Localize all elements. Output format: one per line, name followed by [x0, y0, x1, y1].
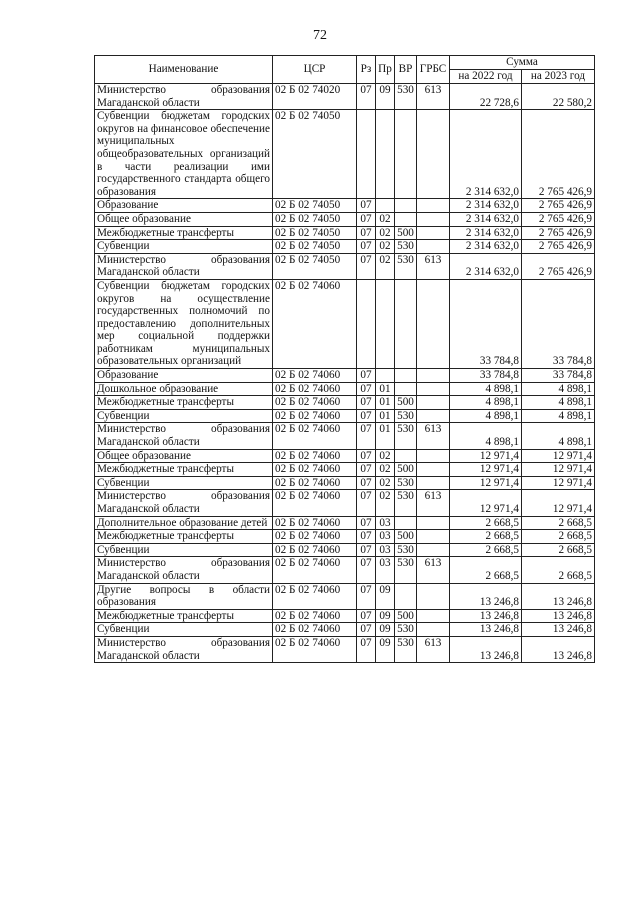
table-row: [95, 382, 595, 396]
cell-sum-2023: 2 668,5: [522, 530, 595, 544]
cell-vr: 530: [395, 636, 417, 662]
cell-vr: 500: [395, 463, 417, 477]
cell-grbs: [417, 199, 450, 213]
cell-sum-2023: 2 765 426,9: [522, 226, 595, 240]
cell-pr: [376, 110, 395, 199]
cell-name: Межбюджетные трансферты: [95, 226, 273, 240]
cell-rz: 07: [357, 490, 376, 516]
cell-sum-2023: 33 784,8: [522, 279, 595, 368]
cell-rz: 07: [357, 449, 376, 463]
cell-csr: 02 Б 02 74050: [273, 240, 357, 254]
cell-vr: 530: [395, 490, 417, 516]
cell-sum-2023: 12 971,4: [522, 463, 595, 477]
table-row: [95, 530, 595, 544]
table-row: [95, 636, 595, 662]
cell-rz: 07: [357, 623, 376, 637]
cell-rz: 07: [357, 212, 376, 226]
cell-rz: 07: [357, 463, 376, 477]
cell-sum-2023: 2 765 426,9: [522, 253, 595, 279]
cell-pr: [376, 369, 395, 383]
cell-pr: 09: [376, 609, 395, 623]
cell-sum-2023: 2 765 426,9: [522, 199, 595, 213]
cell-csr: 02 Б 02 74060: [273, 636, 357, 662]
cell-csr: 02 Б 02 74050: [273, 253, 357, 279]
table-row: [95, 449, 595, 463]
cell-grbs: [417, 369, 450, 383]
cell-sum-2023: 13 246,8: [522, 583, 595, 609]
cell-grbs: 613: [417, 557, 450, 583]
cell-csr: 02 Б 02 74050: [273, 212, 357, 226]
cell-sum-2022: 33 784,8: [450, 369, 522, 383]
cell-vr: 530: [395, 409, 417, 423]
cell-csr: 02 Б 02 74050: [273, 199, 357, 213]
cell-name: Межбюджетные трансферты: [95, 463, 273, 477]
cell-csr: 02 Б 02 74060: [273, 463, 357, 477]
cell-name: Министерство образования Магаданской области: [95, 490, 273, 516]
cell-vr: 530: [395, 253, 417, 279]
cell-name: Министерство образования Магаданской области: [95, 557, 273, 583]
header-rz: Рз: [357, 56, 376, 84]
cell-grbs: [417, 409, 450, 423]
cell-csr: 02 Б 02 74060: [273, 369, 357, 383]
cell-grbs: [417, 396, 450, 410]
cell-pr: 02: [376, 449, 395, 463]
cell-pr: 02: [376, 253, 395, 279]
table-row: [95, 476, 595, 490]
cell-rz: 07: [357, 636, 376, 662]
cell-csr: 02 Б 02 74060: [273, 490, 357, 516]
cell-sum-2023: 2 668,5: [522, 543, 595, 557]
table-row: [95, 543, 595, 557]
cell-sum-2022: 4 898,1: [450, 423, 522, 449]
table-row: [95, 212, 595, 226]
cell-grbs: [417, 476, 450, 490]
cell-pr: 01: [376, 382, 395, 396]
cell-name: Дополнительное образование детей: [95, 516, 273, 530]
cell-pr: 09: [376, 84, 395, 110]
cell-grbs: 613: [417, 84, 450, 110]
cell-vr: 530: [395, 557, 417, 583]
cell-vr: 530: [395, 423, 417, 449]
cell-pr: 02: [376, 476, 395, 490]
cell-csr: 02 Б 02 74060: [273, 543, 357, 557]
cell-sum-2022: 2 314 632,0: [450, 110, 522, 199]
cell-name: Субвенции: [95, 409, 273, 423]
header-name: Наименование: [95, 56, 273, 84]
cell-sum-2023: 2 765 426,9: [522, 212, 595, 226]
cell-name: Субвенции: [95, 476, 273, 490]
cell-pr: 01: [376, 409, 395, 423]
cell-sum-2022: 2 314 632,0: [450, 212, 522, 226]
cell-rz: 07: [357, 382, 376, 396]
cell-grbs: [417, 530, 450, 544]
cell-vr: 530: [395, 476, 417, 490]
cell-sum-2022: 13 246,8: [450, 623, 522, 637]
cell-grbs: [417, 110, 450, 199]
cell-vr: [395, 516, 417, 530]
cell-sum-2022: 12 971,4: [450, 449, 522, 463]
table-row: [95, 609, 595, 623]
cell-vr: 500: [395, 396, 417, 410]
cell-pr: 02: [376, 490, 395, 516]
cell-vr: 500: [395, 226, 417, 240]
table-row: [95, 423, 595, 449]
cell-pr: 01: [376, 396, 395, 410]
cell-pr: 02: [376, 212, 395, 226]
header-sum: Сумма: [450, 56, 595, 70]
cell-vr: [395, 382, 417, 396]
cell-sum-2022: 2 668,5: [450, 543, 522, 557]
cell-rz: 07: [357, 516, 376, 530]
cell-name: Дошкольное образование: [95, 382, 273, 396]
cell-name: Министерство образования Магаданской области: [95, 84, 273, 110]
header-csr: ЦСР: [273, 56, 357, 84]
cell-pr: 01: [376, 423, 395, 449]
cell-sum-2022: 4 898,1: [450, 409, 522, 423]
cell-pr: 09: [376, 623, 395, 637]
table-row: [95, 409, 595, 423]
cell-name: Субвенции бюджетам городских округов на финансовое обеспечение муниципальных общеобразовательных организаций в части реализации ими государственного стандарта общего образования: [95, 110, 273, 199]
cell-sum-2022: 2 668,5: [450, 516, 522, 530]
cell-vr: 500: [395, 530, 417, 544]
table-row: [95, 110, 595, 199]
cell-sum-2023: 13 246,8: [522, 636, 595, 662]
cell-grbs: [417, 279, 450, 368]
cell-csr: 02 Б 02 74060: [273, 449, 357, 463]
cell-name: Субвенции: [95, 623, 273, 637]
cell-vr: [395, 212, 417, 226]
cell-csr: 02 Б 02 74050: [273, 110, 357, 199]
cell-sum-2022: 13 246,8: [450, 583, 522, 609]
cell-pr: 02: [376, 226, 395, 240]
cell-rz: 07: [357, 409, 376, 423]
table-row: [95, 253, 595, 279]
cell-name: Другие вопросы в области образования: [95, 583, 273, 609]
cell-sum-2023: 13 246,8: [522, 609, 595, 623]
table-header: [95, 56, 595, 84]
cell-name: Министерство образования Магаданской области: [95, 423, 273, 449]
cell-grbs: [417, 240, 450, 254]
cell-sum-2023: 22 580,2: [522, 84, 595, 110]
table-row: [95, 516, 595, 530]
cell-pr: 03: [376, 543, 395, 557]
table-row: [95, 279, 595, 368]
cell-name: Межбюджетные трансферты: [95, 609, 273, 623]
cell-sum-2022: 2 314 632,0: [450, 199, 522, 213]
cell-grbs: [417, 212, 450, 226]
cell-grbs: [417, 623, 450, 637]
cell-rz: 07: [357, 226, 376, 240]
cell-vr: [395, 110, 417, 199]
cell-sum-2022: 12 971,4: [450, 463, 522, 477]
cell-sum-2022: 4 898,1: [450, 396, 522, 410]
cell-name: Образование: [95, 199, 273, 213]
cell-rz: 07: [357, 396, 376, 410]
cell-rz: 07: [357, 583, 376, 609]
cell-name: Субвенции: [95, 543, 273, 557]
cell-sum-2022: 2 314 632,0: [450, 240, 522, 254]
cell-rz: 07: [357, 530, 376, 544]
cell-name: Межбюджетные трансферты: [95, 530, 273, 544]
cell-name: Министерство образования Магаданской области: [95, 253, 273, 279]
cell-csr: 02 Б 02 74060: [273, 530, 357, 544]
cell-vr: 530: [395, 240, 417, 254]
cell-sum-2023: 4 898,1: [522, 423, 595, 449]
cell-sum-2023: 2 765 426,9: [522, 240, 595, 254]
table-row: [95, 557, 595, 583]
cell-vr: [395, 583, 417, 609]
cell-name: Общее образование: [95, 212, 273, 226]
page-number: 72: [313, 28, 327, 43]
cell-rz: 07: [357, 253, 376, 279]
cell-sum-2023: 12 971,4: [522, 476, 595, 490]
table-row: [95, 396, 595, 410]
cell-vr: 500: [395, 609, 417, 623]
cell-sum-2022: 4 898,1: [450, 382, 522, 396]
table-row: [95, 623, 595, 637]
cell-vr: [395, 199, 417, 213]
cell-pr: 02: [376, 240, 395, 254]
cell-pr: 03: [376, 530, 395, 544]
cell-sum-2023: 13 246,8: [522, 623, 595, 637]
cell-grbs: 613: [417, 253, 450, 279]
cell-rz: 07: [357, 543, 376, 557]
table-row: [95, 84, 595, 110]
cell-sum-2023: 2 765 426,9: [522, 110, 595, 199]
cell-grbs: [417, 463, 450, 477]
cell-pr: [376, 199, 395, 213]
cell-name: Образование: [95, 369, 273, 383]
header-vr: ВР: [395, 56, 417, 84]
cell-csr: 02 Б 02 74060: [273, 516, 357, 530]
cell-pr: 03: [376, 516, 395, 530]
cell-rz: 07: [357, 369, 376, 383]
cell-sum-2023: 33 784,8: [522, 369, 595, 383]
cell-pr: 02: [376, 463, 395, 477]
cell-name: Субвенции: [95, 240, 273, 254]
cell-name: Министерство образования Магаданской области: [95, 636, 273, 662]
cell-sum-2023: 12 971,4: [522, 449, 595, 463]
cell-grbs: [417, 543, 450, 557]
table-body: [95, 84, 595, 663]
cell-grbs: [417, 583, 450, 609]
table-row: [95, 463, 595, 477]
cell-csr: 02 Б 02 74060: [273, 557, 357, 583]
cell-sum-2022: 12 971,4: [450, 490, 522, 516]
cell-name: Межбюджетные трансферты: [95, 396, 273, 410]
cell-sum-2022: 2 314 632,0: [450, 253, 522, 279]
cell-csr: 02 Б 02 74060: [273, 279, 357, 368]
cell-vr: [395, 369, 417, 383]
cell-sum-2022: 12 971,4: [450, 476, 522, 490]
cell-sum-2023: 2 668,5: [522, 516, 595, 530]
cell-vr: 530: [395, 543, 417, 557]
cell-rz: 07: [357, 609, 376, 623]
cell-sum-2023: 2 668,5: [522, 557, 595, 583]
cell-sum-2023: 4 898,1: [522, 382, 595, 396]
cell-sum-2023: 4 898,1: [522, 409, 595, 423]
cell-name: Общее образование: [95, 449, 273, 463]
cell-sum-2023: 4 898,1: [522, 396, 595, 410]
cell-vr: [395, 279, 417, 368]
cell-vr: [395, 449, 417, 463]
cell-pr: [376, 279, 395, 368]
cell-sum-2022: 13 246,8: [450, 609, 522, 623]
cell-pr: 03: [376, 557, 395, 583]
cell-sum-2023: 12 971,4: [522, 490, 595, 516]
header-pr: Пр: [376, 56, 395, 84]
cell-sum-2022: 2 668,5: [450, 557, 522, 583]
cell-vr: 530: [395, 84, 417, 110]
cell-csr: 02 Б 02 74050: [273, 226, 357, 240]
cell-csr: 02 Б 02 74020: [273, 84, 357, 110]
cell-rz: 07: [357, 557, 376, 583]
cell-name: Субвенции бюджетам городских округов на осуществление государственных полномочий по предоставлению дополнительных мер социальной поддержки работникам муниципальных образовательных организаций: [95, 279, 273, 368]
cell-csr: 02 Б 02 74060: [273, 423, 357, 449]
cell-rz: 07: [357, 84, 376, 110]
table-row: [95, 583, 595, 609]
budget-table: [94, 55, 595, 663]
cell-csr: 02 Б 02 74060: [273, 396, 357, 410]
header-year-2023: на 2023 год: [522, 70, 595, 84]
cell-grbs: 613: [417, 490, 450, 516]
cell-vr: 530: [395, 623, 417, 637]
cell-rz: [357, 279, 376, 368]
cell-csr: 02 Б 02 74060: [273, 476, 357, 490]
cell-sum-2022: 22 728,6: [450, 84, 522, 110]
cell-csr: 02 Б 02 74060: [273, 382, 357, 396]
cell-rz: 07: [357, 199, 376, 213]
cell-csr: 02 Б 02 74060: [273, 623, 357, 637]
cell-rz: 07: [357, 423, 376, 449]
cell-csr: 02 Б 02 74060: [273, 583, 357, 609]
cell-sum-2022: 33 784,8: [450, 279, 522, 368]
cell-rz: 07: [357, 476, 376, 490]
table-row: [95, 240, 595, 254]
cell-grbs: [417, 226, 450, 240]
cell-sum-2022: 13 246,8: [450, 636, 522, 662]
cell-rz: 07: [357, 240, 376, 254]
cell-grbs: [417, 516, 450, 530]
table-row: [95, 226, 595, 240]
cell-grbs: 613: [417, 636, 450, 662]
table-row: [95, 490, 595, 516]
table-row: [95, 199, 595, 213]
cell-rz: [357, 110, 376, 199]
cell-grbs: [417, 609, 450, 623]
header-year-2022: на 2022 год: [450, 70, 522, 84]
cell-sum-2022: 2 314 632,0: [450, 226, 522, 240]
header-grbs: ГРБС: [417, 56, 450, 84]
cell-csr: 02 Б 02 74060: [273, 409, 357, 423]
table-row: [95, 369, 595, 383]
cell-grbs: 613: [417, 423, 450, 449]
cell-sum-2022: 2 668,5: [450, 530, 522, 544]
cell-pr: 09: [376, 636, 395, 662]
cell-csr: 02 Б 02 74060: [273, 609, 357, 623]
cell-grbs: [417, 449, 450, 463]
cell-pr: 09: [376, 583, 395, 609]
cell-grbs: [417, 382, 450, 396]
